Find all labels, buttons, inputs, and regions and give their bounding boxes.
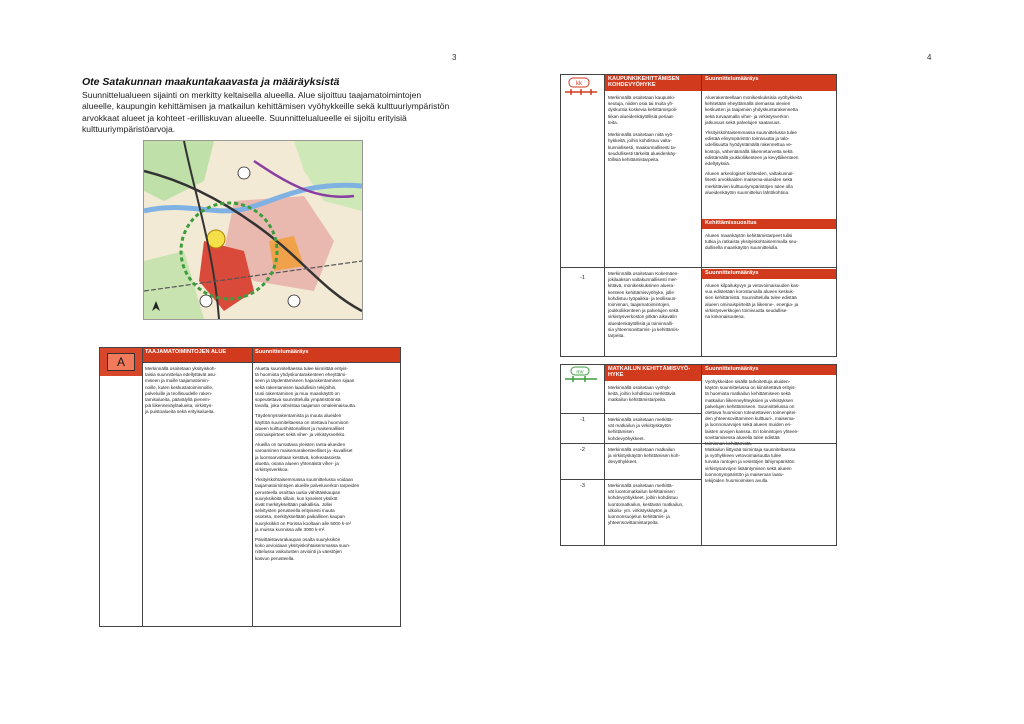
symbol-a-cell xyxy=(100,348,142,376)
mv-row1-description: Merkinnällä osoitetaan merkittä- vät matkailun ja virkistyskäytön kehittämisen kohdevyöhykkeet. xyxy=(608,417,674,441)
map-excerpt xyxy=(143,140,363,320)
kk-rule-2: Yksityiskohtaisemmassa suunnittelussa tulee edistää elinympäristön toimivuutta ja talo- udellisuutta hyödyntämällä rakennettua ve- kostoja, vähentämällä liikennetarvetta sekä edistämällä joukkoliikenteen ja kevytliikenteen edellytyksiä. xyxy=(705,130,799,167)
taajama-rule-1: Aluetta suunniteltaessa tulee kiinnittää erityis- tä huomiota yhdyskuntarakenteen eheyttämi- seen ja täydentämiseen hajarakentamisen sijaan sekä rakentamisen laadullisiin tekijöihin. Uusi rakentaminen ja muu maankäyttö on sopeutettava suunnittelulla ympäristöönsä tavalla, joka vahvistaa taajaman omaleimaisuutta. xyxy=(255,366,357,409)
intro-text: Suunnittelualueen sijainti on merkitty keltaisella alueella. Alue sijoittuu taajamatoimintojen alueelle, kaupungin kehittämisen ja matkailun kehittämisen vyöhykkeille sekä kulttuuriympäristön arvokkaat alueet ja kohteet -erilliskuvan alueelle. Suunnittelualueelle ei sijoitu erityisiä kulttuuriympäristöarvoja. xyxy=(82,90,450,135)
taajama-rule-3: Alueilla on turvattava yleisten ranta-alueiden varoaminen maisemarakenteelliset ja -kuvalliset ja luontoarvoltaan kestävä, korkeatasoista aluetta, osana alueen yhtenäistä viher- ja virkistysverkkoa. xyxy=(255,442,353,473)
taajama-rule-4: Yksityiskohtaisemmassa suunnittelussa voidaan taajamatoimintojen alueille palveluverkon tarpeiden perusteella osoittaa uusia vähittäiskaupan suuryksiköitä sillain, kun kyseiset yksiköt eivät merkitykseltään paikallisia. Jollei selvitysten perusteella erityisesti muuta osoiteta, merkitykseltään paikallinen kaupan suuryksikkö on Porissa kooltaan alle 5000 k-m² ja muissa kunnissa alle 3000 k-m². xyxy=(255,477,360,532)
mv-row0-rules: Vyöhykkeiden sisällä tarkoitettuja aluiden- käytön suunnittelussa on kiinnitettävä erityis- tä huomiota matkailun kehittämiseen sekä matkailun liikenneyhteyksien ja virkistyksen palvelujen kehittämiseen. Suunnittelussa on otettava huomioon toteutettavien toimenpitei- den yhteensovittaminen kulttuuri-, maisema- ja luonnonarvojen sekä alueen muiden eri- laisten arvojen kanssa. Eri toimintojen yhteen- sovittamisessa alueella tulee edistää xyxy=(705,379,799,440)
kaupunkikehittaminen-symbol-icon xyxy=(561,75,604,99)
kk-rule-1: Aluerakenteellaan monikeskuksisia vyöhykkeitä kehitetään eheyttämällä olemassa olevien keskusten ja taajamien yhdyskuntarakennetta sekä turvaamalla viher- ja virkistysverkon jatkuvuus sekä palvelujen saatavuus. xyxy=(705,95,802,125)
mv-row3-code: -3 xyxy=(580,483,585,489)
mv-row1-code: -1 xyxy=(580,417,585,423)
taajama-table xyxy=(99,347,401,627)
page-title: Ote Satakunnan maakuntakaavasta ja määräyksistä xyxy=(82,76,340,88)
mv-row0-description: Merkinnällä osoitetaan vyöhyk- keitä, joihin kohdistuu merkittäviä matkailun kehittämistarpeita. xyxy=(608,385,676,403)
kk-header-left: KAUPUNKIKEHITTÄMISEN KOHDEVYÖHYKE xyxy=(605,75,701,91)
taajama-description: Merkinnällä osoitetaan yksityiskoh- taisia suunnittelua edellyttävät asu- miseen ja muille taajamatoimin- noille, kuten keskustatoiminnoille, palveluille ja teollisuudelle raken- tamisalueita, päävälyliä pienem- piä liikenneväyläalueita, virkistys- ja puistoalueita sekä erityisalueita. xyxy=(145,366,217,415)
plan-map-image xyxy=(144,141,362,319)
matkailu-table xyxy=(560,364,837,546)
matkailu-symbol-icon xyxy=(561,365,604,385)
mv-row3-description: Merkinnällä osoitetaan merkittä- vät luontomatkailun kehittämisen kohdevyöhykkeet, joihin kohdistuu luontomatkailun, kestävän matkailun, ulkoilu- ym. virkistyskäytön ja luonnonsuojelun kehittämis- ja yhteensovittamistarpeita. xyxy=(608,483,684,526)
kk-row2-rules: Alueen kilpailukyvyn ja vetovoimaisuuden kas- vua edistetään korostamalla alueen keskuk- sien kehittämistä. Suunnittelulla tulee edistää alueen ominaispiirteitä ja liikenne-, energia- ja virkistysverkkojen toimivuutta seudullise- na kokonaisuutena. xyxy=(705,283,800,320)
mv-symbol-column xyxy=(561,365,604,545)
area-symbol-a: A xyxy=(107,353,135,371)
kehittamissuositus-header: Kehittämissuositus xyxy=(702,219,836,229)
mv-row2-description: Merkinnällä osoitetaan matkailun ja virkistyskäytön kehittämisen koh- devyöhykkeet. xyxy=(608,447,680,465)
mv-row1-rules: Matkailun liittyvää toimintaja suunniteltaessa ja vyöhykkeen vetovoimaisuutta tulee turvata rantojen ja vesistöjen lähiympäristön virkistysarvojen lisääntymisen sekä alueen luonnonympäristön ja maiseman laatu- tekijöiden huomioimisen avulla. xyxy=(705,447,796,484)
taajama-rule-5: Päivittäistavarakaupan osalta suuryksikön koko arvioidaan yksityiskohtaisemmassa suun- nittelussa vaikutusten arviointi ja väestöjen kasvun perusteella. xyxy=(255,537,351,561)
kk-rule-3: Alueen arkeologiset kohteiden, valtakunnal- lisesti arvokkaiden maisema-alueiden sekä merkittävien kulttuuriympäristöjen tulee olla alueidenkäytön suunnittelun lähtökohtina. xyxy=(705,171,794,195)
kk-row2-description: Merkinnällä osoitetaan Kokemäen- jokilaakson valtakunnallisesti mer- kittävä, monikeskuksinen aluera- kenteen kehittämisvyöhyke, jolle kohdistuu työpaikka- ja teollisuus- toiminnan, taajamatoimintojen, joukkoliikenteen ja palvelujen sekä virkistysverkoston pitkän aikavälin alueidenkäytöllisiä ja toiminnalli- sia yhteensovittamis- ja kehittämis- tarpeita. xyxy=(608,271,680,339)
mv-symbol-code: mv xyxy=(576,369,584,376)
page-number-left: 3 xyxy=(452,53,457,62)
kehittamissuositus-text: Alueen maankäytön kehittämistarpeet tulisi tutkia ja ratkaista yksityiskohtaisemmalla seu- dullisella maankäytön suunnittelulla. xyxy=(705,233,798,251)
table-header-left: TAAJAMATOIMINTOJEN ALUE xyxy=(142,348,252,362)
mv-header-left: MATKAILUN KEHITTÄMISVYÖ- HYKE xyxy=(605,365,701,381)
kk-symbol-code: kk xyxy=(576,81,582,87)
taajama-rules xyxy=(252,364,400,564)
kk-row1-rules xyxy=(702,93,836,198)
taajama-rule-2: Täydennysrakentamista ja muuta alueiden käyttöä suunniteltaessa on otettava huomioon alueen kulttuurihistorialliset ja maisemalliset ominaispiirteet sekä viher- ja virkistysverkko. xyxy=(255,413,349,438)
kk-row1-description: Merkinnällä osoitetaan kaupunki- seutuja, niiden osia tai muita yh- dyskuntia koskevia kehittämispoli- tiikan alueidenkäytöllisiä periaat- teita. Merkinnällä osoitetaan niitä vyö- hykkeitä, joihin kohdistuu valta- kunnallisesti, maakunnallisesti ta- seudullisesti tärkeitä alueidenkäy- töllisiä kehittämistarpeita. xyxy=(608,95,678,163)
page-number-right: 4 xyxy=(927,53,932,62)
kk-header-right: Suunnittelumääräys xyxy=(702,75,836,91)
kk-row2-code: -1 xyxy=(580,275,585,281)
kk-symbol-column xyxy=(561,75,604,356)
kaupunkikehittaminen-table xyxy=(560,74,837,357)
mv-row2-code: -2 xyxy=(580,447,585,453)
table-header-right: Suunnittelumääräys xyxy=(252,348,400,362)
kk-row2-header: Suunnittelumääräys xyxy=(702,269,836,279)
mv-header-right: Suunnittelumääräys xyxy=(702,365,836,375)
